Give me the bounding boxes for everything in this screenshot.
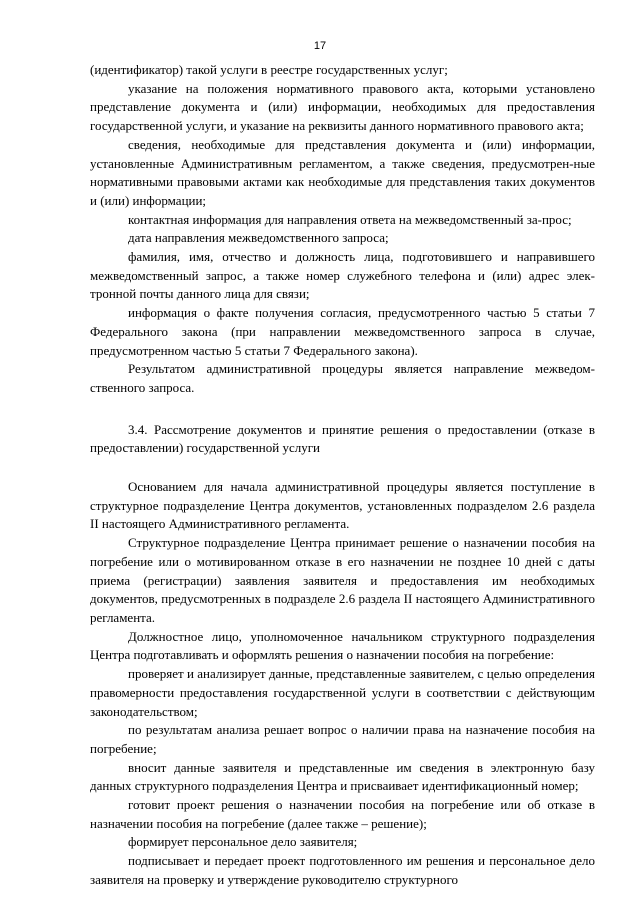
page-number: 17 bbox=[313, 40, 327, 52]
paragraph: фамилия, имя, отчество и должность лица, подготовившего и направившего межведомственный запрос, а также номер служебного телефона и (или) адрес элек-тронной почты данного лица для связи; bbox=[90, 249, 595, 302]
paragraph: Результатом административной процедуры является направление межведом-ственного запроса. bbox=[90, 361, 595, 395]
page-content bbox=[90, 61, 595, 890]
paragraph: Основанием для начала административной процедуры является поступление в структурное подразделение Центра документов, установленных подразделом 2.6 раздела II настоящего Административного регламента. bbox=[90, 479, 595, 532]
bottom-paragraphs bbox=[90, 478, 595, 889]
paragraph: формирует персональное дело заявителя; bbox=[128, 834, 358, 850]
paragraph: указание на положения нормативного правового акта, которыми установлено представление документа и (или) информации, необходимых для предоставления государственной услуги, и указание на реквизиты данного нормативного правового акта; bbox=[90, 80, 595, 134]
top-paragraphs bbox=[90, 61, 595, 398]
paragraph: проверяет и анализирует данные, представленные заявителем, с целью определения правомерности предоставления государственной услуги в соответствии с действующим законодательством; bbox=[90, 666, 595, 719]
paragraph: вносит данные заявителя и представленные им сведения в электронную базу данных структурного подразделения Центра и присваивает идентификационный номер; bbox=[90, 759, 595, 794]
section-heading: 3.4. Рассмотрение документов и принятие решения о предоставлении (отказе в предоставлении) государственной услуги bbox=[90, 421, 595, 456]
paragraph: Должностное лицо, уполномоченное начальником структурного подразделения Центра подготавливать и оформлять решения о назначении пособия на погребение: bbox=[90, 628, 595, 663]
paragraph: по результатам анализа решает вопрос о наличии права на назначение пособия на погребение; bbox=[90, 722, 595, 756]
paragraph: информация о факте получения согласия, предусмотренного частью 5 статьи 7 Федерального закона (при направлении межведомственного запроса в случае, предусмотренном частью 5 статьи 7 Федерального закона). bbox=[90, 305, 595, 358]
paragraph: сведения, необходимые для представления документа и (или) информации, установленные Административным регламентом, а также сведения, предусмотрен-ные нормативными правовыми актами как необходимые для представления таких документов и (или) информации; bbox=[90, 136, 595, 208]
paragraph: подписывает и передает проект подготовленного им решения и персональное дело заявителя на проверку и утверждение руководителю структурного bbox=[90, 853, 595, 887]
paragraph: дата направления межведомственного запроса; bbox=[128, 230, 389, 246]
paragraph: Структурное подразделение Центра принимает решение о назначении пособия на погребение или о мотивированном отказе в его назначении не позднее 10 дней с даты приема (регистрации) заявления заявителя и предоставления им необходимых документов, предусмотренных в подразделе 2.6 раздела II настоящего Административного регламента. bbox=[90, 535, 595, 625]
paragraph: готовит проект решения о назначении пособия на погребение или об отказе в назначении пособия на погребение (далее также – решение); bbox=[90, 797, 595, 831]
paragraph: контактная информация для направления ответа на межведомственный за-прос; bbox=[128, 211, 572, 227]
paragraph: (идентификатор) такой услуги в реестре государственных услуг; bbox=[90, 62, 448, 77]
